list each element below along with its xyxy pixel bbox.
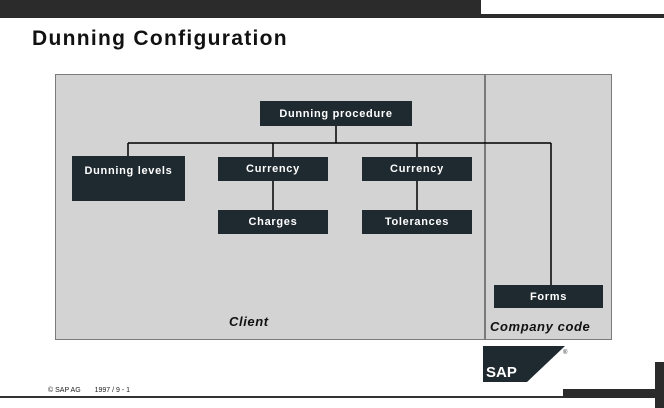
tolerances-node: Tolerances bbox=[362, 210, 472, 234]
currency-node-tolerances-branch: Currency bbox=[362, 157, 472, 181]
footer-copyright: © SAP AG bbox=[48, 387, 81, 394]
svg-text:SAP: SAP bbox=[486, 364, 517, 381]
page-title: Dunning Configuration bbox=[32, 27, 288, 50]
dunning-levels-node: Dunning levels bbox=[72, 156, 185, 201]
charges-node: Charges bbox=[218, 210, 328, 234]
currency-node-charges-branch: Currency bbox=[218, 157, 328, 181]
side-decorative-bar bbox=[655, 362, 664, 408]
footer bbox=[48, 387, 142, 394]
footer-date: 1997 / 9 - 1 bbox=[94, 387, 131, 394]
dunning-procedure-node: Dunning procedure bbox=[260, 101, 412, 126]
svg-text:®: ® bbox=[563, 350, 568, 356]
client-region-label: Client bbox=[229, 314, 269, 329]
bottom-decorative-bar bbox=[563, 389, 664, 398]
forms-node: Forms bbox=[494, 285, 603, 308]
company-code-region-label: Company code bbox=[490, 319, 591, 334]
sap-logo bbox=[483, 346, 568, 382]
